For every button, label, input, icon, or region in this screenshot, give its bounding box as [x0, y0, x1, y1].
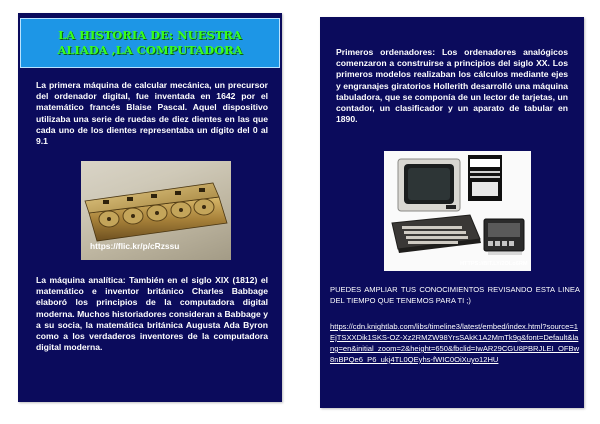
first-computers-paragraph: Primeros ordenadores: Los ordenadores analógicos comenzaron a construirse a principios del siglo XX. Los primeros modelos realizaban los cálculos mediante ejes y engranajes giratorios Hollerith desarrolló una máquina tabuladora, que se componía de un lector de tarjetas, un contador, un clasificador y un aparato de tabular en 1890. [336, 47, 568, 125]
pascaline-photo-caption: https://flic.kr/p/cRzssu [90, 241, 180, 251]
vintage-computer-illustration [384, 151, 531, 271]
left-page [18, 13, 282, 402]
computer-photo-caption: HTTPS://BIT.LY/2OLo6RM [460, 261, 528, 267]
page-title: LA HISTORIA DE: NUESTRA ALIADA ,LA COMPUTADORA [57, 28, 243, 57]
timeline-link[interactable]: https://cdn.knightlab.com/libs/timeline3/latest/embed/index.html?source=1EjTSXXDik1SKS-OZ-Xz2RMZW98YrsSAkK1A2MmTk9g&font=Default&lang=en&initial_zoom=2&height=650&fbclid=IwAR29CGU8PBRJLEI_OFBw8nBPQe6_P6_ukj4TL0QEyhs-fWIC0OiXuyo12HU [330, 322, 580, 364]
pascal-paragraph: La primera máquina de calcular mecánica, un precursor del ordenador digital, fue inventada en 1642 por el matemático francés Blaise Pascal. Aquel dispositivo utilizaba una serie de ruedas de diez dientes en las que cada uno de los dientes representaba un dígito del 0 al 9.1 [36, 80, 268, 147]
babbage-paragraph: La máquina analítica: También en el siglo XIX (1812) el matemático e inventor británico Charles Babbage elaboró los principios de la computadora digital moderna. Muchos historiadores consideran a Babbage y a su socia, la matemática británica Augusta Ada Byron como a los verdaderos inventores de la computadora digital moderna. [36, 275, 268, 353]
timeline-invitation-text: PUEDES AMPLIAR TUS CONOCIMIENTOS REVISANDO ESTA LINEA DEL TIEMPO QUE TENEMOS PARA TI ;) [330, 285, 580, 305]
computer-photo [384, 151, 531, 271]
title-banner [20, 18, 280, 68]
right-page [320, 17, 584, 408]
